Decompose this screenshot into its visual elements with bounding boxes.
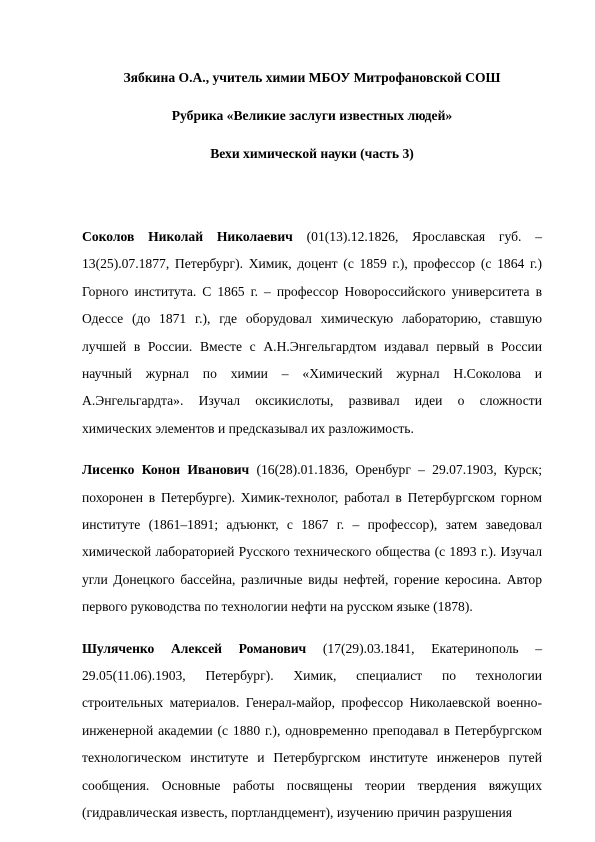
bio-paragraph-sokolov xyxy=(82,223,542,442)
bio-text: (01(13).12.1826, Ярославская губ. – 13(25).07.1877, Петербург). Химик, доцент (с 1859 г.), профессор (с 1864 г.) Горного института. С 1865 г. – профессор Новороссийского университета в Одессе (до 1871 г.), где оборудовал химическую лабораторию, ставшую лучшей в России. Вместе с А.Н.Энгельгардтом издавал первый в России научный журнал по химии – «Химический журнал Н.Соколова и А.Энгельгардта». Изучал оксикислоты, развивал идеи о сложности химических элементов и предсказывал их разложимость. xyxy=(82,228,542,436)
rubric-line: Рубрика «Великие заслуги известных людей» xyxy=(171,108,453,124)
bio-paragraph-lisenko xyxy=(82,456,542,620)
bio-paragraph-shulyachenko xyxy=(82,635,542,827)
author-line: Зябкина О.А., учитель химии МБОУ Митрофановской СОШ xyxy=(123,70,501,85)
article-title: Вехи химической науки (часть 3) xyxy=(210,145,414,161)
bio-text: (16(28).01.1836, Оренбург – 29.07.1903, Курск; похоронен в Петербурге). Химик-технолог, работал в Петербургском горном институте (1861–1891; адъюнкт, с 1867 г. – профессор), затем заведовал химической лабораторией Русского технического общества (с 1893 г.). Изучал угли Донецкого бассейна, различные виды нефтей, горение керосина. Автор первого руководства по технологии нефти на русском языке (1878). xyxy=(82,462,542,615)
bio-text: (17(29).03.1841, Екатеринополь – 29.05(11.06).1903, Петербург). Химик, специалист по технологии строительных материалов. Генерал-майор, профессор Николаевской военно-инженерной академии (с 1880 г.), одновременно преподавал в Петербургском технологическом институте и Петербургском институте инженеров путей сообщения. Основные работы посвящены теории твердения вяжущих (гидравлическая известь, портландцемент), изучению причин разрушения xyxy=(82,640,542,821)
document-header xyxy=(82,70,542,162)
bio-name: Шуляченко Алексей Романович xyxy=(82,640,307,656)
bio-name: Соколов Николай Николаевич xyxy=(82,228,293,244)
bio-name: Лисенко Конон Иванович xyxy=(82,462,250,478)
